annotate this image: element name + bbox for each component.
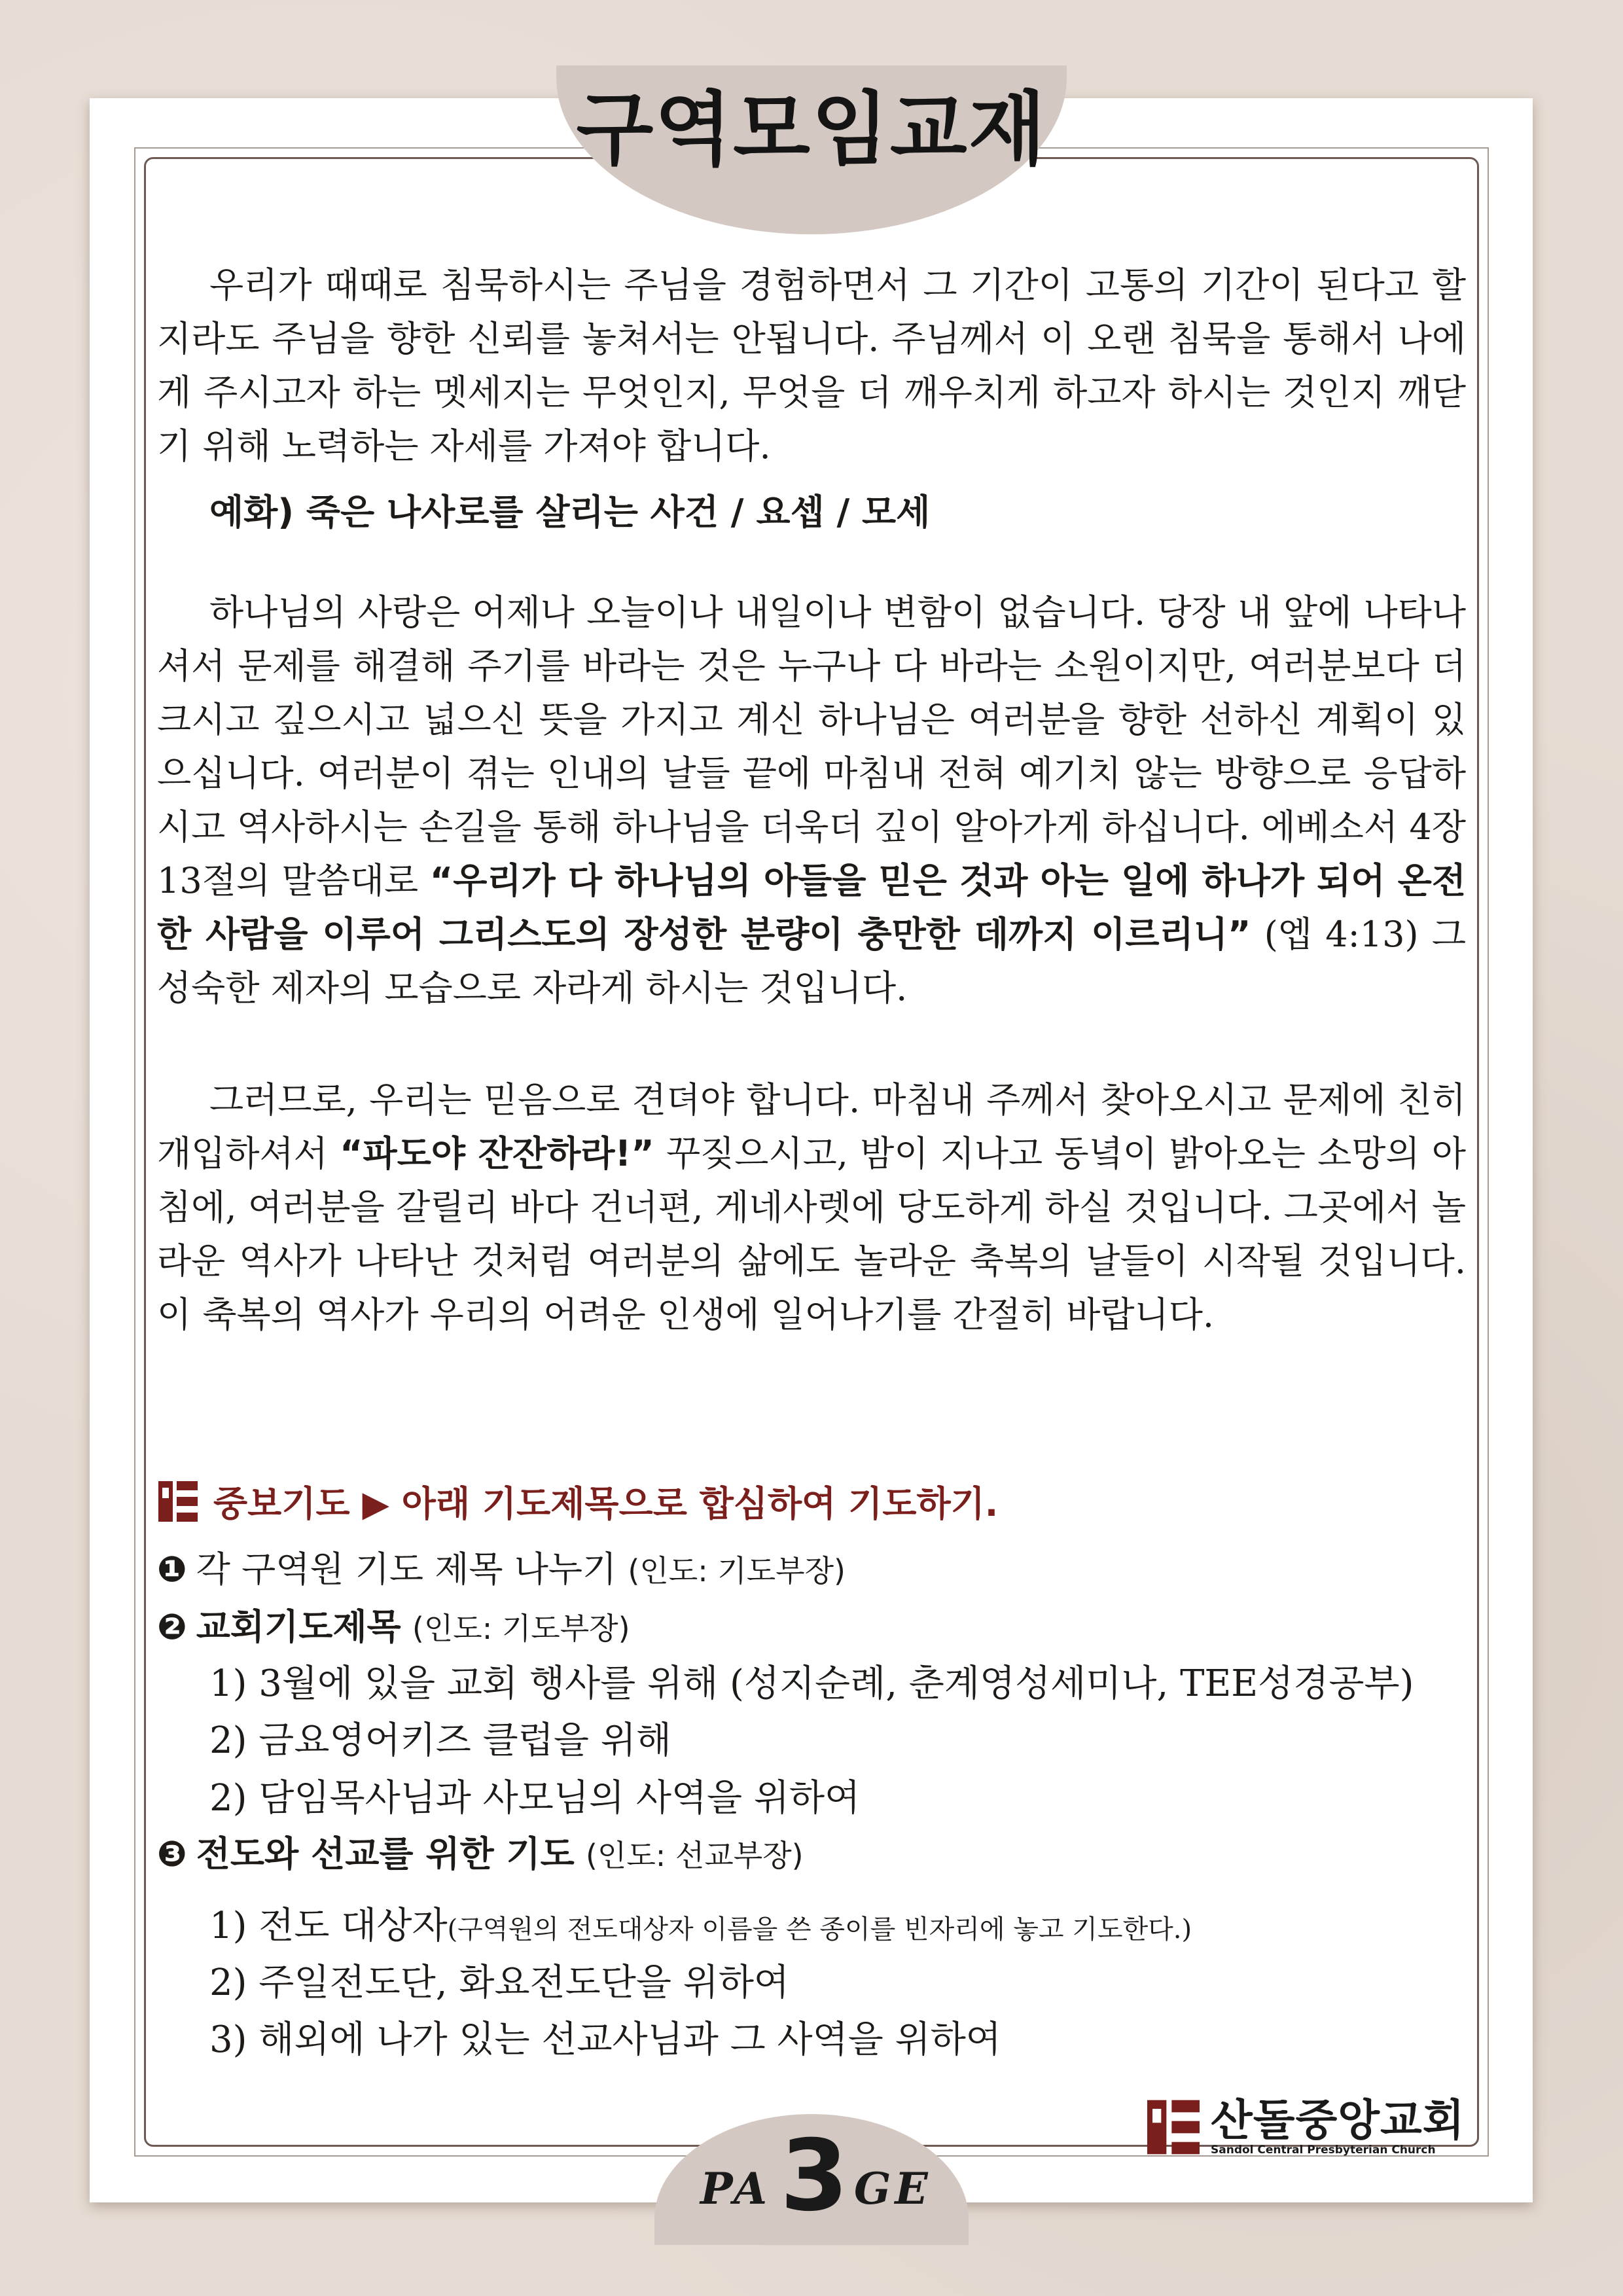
page-label-prefix: PA [700, 2163, 772, 2214]
item-title: 각 구역원 기도 제목 나누기 [196, 1549, 617, 1590]
prayer-subitem: 2) 담임목사님과 사모님의 사역을 위하여 [209, 1777, 861, 1820]
item-leader: (인도: 선교부장) [585, 1838, 804, 1873]
paragraph-3-b: 꾸짖으시고, 밤이 지나고 동녘이 밝아오는 소망의 아침에, 여러분을 갈릴리 바다 건너편, 게네사렛에 당도하게 하실 것입니다. 그곳에서 놀라운 역사가 나타난 것처럼 여러분의 삶에도 놀라운 축복의 날들이 시작될 것입니다. 이 축복의 역사가 우리의 어려운 인생에 일어나기를 간절히 바랍니다. [157, 1133, 1466, 1335]
paragraph-2-main: 하나님의 사랑은 어제나 오늘이나 내일이나 변함이 없습니다. 당장 내 앞에 나타나셔서 문제를 해결해 주기를 바라는 것은 누구나 다 바라는 소원이지만, 여러분보다 더 크시고 깊으시고 넓으신 뜻을 가지고 계신 하나님은 여러분을 향한 선하신 계획이 있으십니다. 여러분이 겪는 인내의 날들 끝에 마침내 전혀 예기치 않는 방향으로 응답하시고 역사하시는 손길을 통해 하나님을 더욱더 깊이 알아가게 하십니다. 에베소서 4장 13절의 말씀대로 [157, 592, 1466, 901]
church-name: 산돌중앙교회 [1211, 2095, 1465, 2145]
subitem-text: 1) 전도 대상자 [209, 1905, 448, 1947]
paragraph-3 [157, 1073, 1466, 1342]
page-title: 구역모임교재 [576, 83, 1047, 176]
prayer-heading [157, 1476, 998, 1526]
scripture-reference: (엡 4:13) 그 성숙한 제자의 모습으로 자라게 하시는 것입니다. [157, 914, 1466, 1009]
item-title: 전도와 선교를 위한 기도 [196, 1833, 575, 1874]
prayer-item-2 [157, 1599, 630, 1649]
prayer-subitem [209, 1897, 1192, 1949]
item-title: 교회기도제목 [196, 1606, 401, 1647]
command-quote: “파도야 잔잔하라!” [340, 1133, 654, 1174]
church-logo-icon [157, 1480, 199, 1523]
paragraph-2 [157, 586, 1466, 1015]
subitem-note: (구역원의 전도대상자 이름을 쓴 종이를 빈자리에 놓고 기도한다.) [447, 1914, 1192, 1945]
paragraph-2-text [157, 586, 1466, 1015]
example-line: 예화) 죽은 나사로를 살리는 사건 / 요셉 / 모세 [209, 492, 931, 533]
church-logo [1144, 2095, 1465, 2157]
prayer-subitem: 1) 3월에 있을 교회 행사를 위해 (성지순례, 춘계영성세미나, TEE성경공부) [209, 1662, 1414, 1705]
paragraph-1 [157, 259, 1466, 473]
paragraph-3-a: 그러므로, 우리는 믿음으로 견뎌야 합니다. 마침내 주께서 찾아오시고 문제에 친히 개입하셔서 [157, 1079, 1466, 1174]
item-leader: (인도: 기도부장) [412, 1611, 630, 1646]
prayer-subitem: 2) 금요영어키즈 클럽을 위해 [209, 1719, 671, 1762]
page-number: 3 [780, 2119, 849, 2233]
prayer-heading-text: 중보기도 ▶ 아래 기도제목으로 합심하여 기도하기. [213, 1483, 999, 1524]
church-mark-icon [1144, 2098, 1203, 2156]
prayer-item-1 [157, 1541, 846, 1592]
prayer-item-3 [157, 1826, 804, 1876]
page-label-suffix: GE [854, 2163, 932, 2214]
item-number: ❸ [157, 1833, 187, 1874]
item-number: ❶ [157, 1549, 187, 1590]
item-number: ❷ [157, 1606, 187, 1647]
prayer-subitem: 3) 해외에 나가 있는 선교사님과 그 사역을 위하여 [209, 2018, 1001, 2061]
paragraph-3-text [157, 1073, 1466, 1342]
paragraph-1-text: 우리가 때때로 침묵하시는 주님을 경험하면서 그 기간이 고통의 기간이 된다고 할지라도 주님을 향한 신뢰를 놓쳐서는 안됩니다. 주님께서 이 오랜 침묵을 통해서 나에게 주시고자 하는 멧세지는 무엇인지, 무엇을 더 깨우치게 하고자 하시는 것인지 깨닫기 위해 노력하는 자세를 가져야 합니다. [157, 264, 1466, 467]
scripture-quote: “우리가 다 하나님의 아들을 믿은 것과 아는 일에 하나가 되어 온전한 사람을 이루어 그리스도의 장성한 분량이 충만한 데까지 이르리니” [157, 860, 1466, 955]
item-leader: (인도: 기도부장) [628, 1553, 846, 1588]
prayer-subitem: 2) 주일전도단, 화요전도단을 위하여 [209, 1962, 790, 2004]
church-name-english: Sandol Central Presbyterian Church [1211, 2144, 1436, 2157]
